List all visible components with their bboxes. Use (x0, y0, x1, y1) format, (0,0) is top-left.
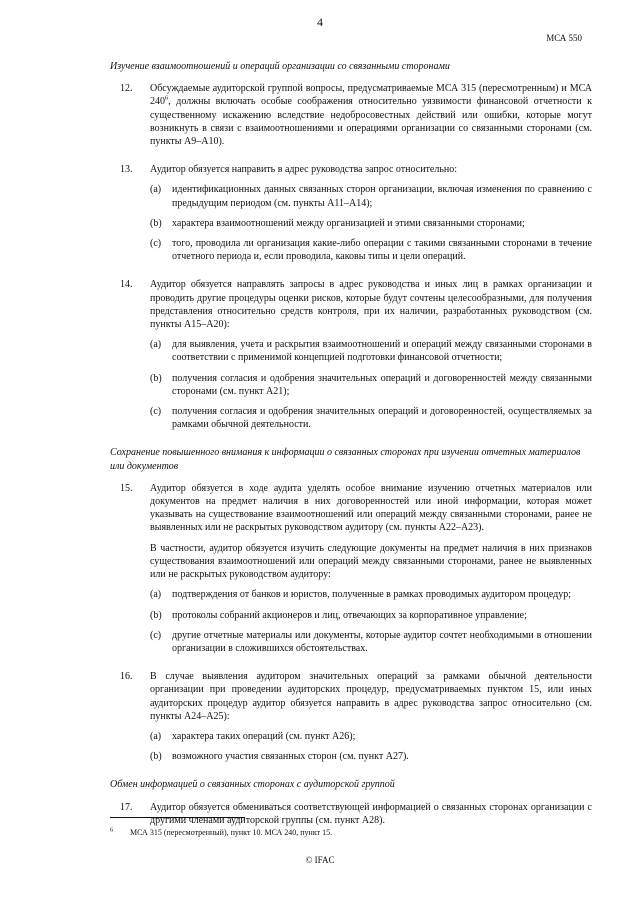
list-item-label: (c) (150, 238, 162, 250)
paragraph-text: Аудитор обязуется направить в адрес руководства запрос относительно: (150, 164, 458, 176)
list-item (150, 183, 592, 209)
paragraph-number: 12. (120, 83, 133, 95)
list-item-text: получения согласия и одобрения значительных операций и договоренностей, осуществляемых за рамками обычной деятельности. (172, 406, 592, 431)
list-item (150, 237, 592, 263)
page-number: 4 (317, 15, 323, 29)
section-heading: Обмен информацией о связанных сторонах с аудиторской группой (110, 779, 395, 791)
footnote-text: МСА 315 (пересмотренный), пункт 10. МСА 240, пункт 15. (130, 828, 333, 837)
list-item-label: (b) (150, 372, 162, 384)
footnote-reference[interactable]: 6 (165, 95, 169, 103)
paragraph-text: Аудитор обязуется обмениваться соответствующей информацией о связанных сторонах организации с другими членами аудиторской группы (см. пункт А28). (150, 801, 592, 826)
footnote-divider (110, 817, 245, 818)
list-item-text: идентификационных данных связанных сторон организации, включая изменения по сравнению с предыдущим периодом (см. пункты А11–А14); (172, 184, 592, 209)
paragraph-text: В частности, аудитор обязуется изучить следующие документы на предмет наличия в них признаков существования взаимоотношений или операций между связанными сторонами, ранее не выявленных или не раскрытых руководством аудитору: (150, 542, 592, 581)
section-heading: Сохранение повышенного внимания к информации о связанных сторонах при изучении отчетных материалов или документов (110, 447, 581, 472)
paragraph-text: В случае выявления аудитором значительных операций за рамками обычной деятельности организации при проведении аудиторских процедур, предусматриваемых пунктом 15, или иных аудиторских процедур аудитор обязуется направить в адрес руководства запрос относительно (см. пункты А24–А25): (150, 671, 592, 722)
paragraph-number: 13. (120, 164, 133, 176)
list-item-text: подтверждения от банков и юристов, полученные в рамках проводимых аудитором процедур; (172, 589, 571, 601)
paragraph-text: Обсуждаемые аудиторской группой вопросы, предусматриваемые МСА 315 (пересмотренным) и МСА $240^6$, должны включать особые соображения относительно уязвимости финансовой отчетности к существенному искажению вследствие недобросовестных действий или ошибки, которые могут возникнуть в связи с взаимоотношениями и операциями организации со связанными сторонами (см. пункты А9–А10). (150, 83, 592, 148)
list-item (150, 405, 592, 431)
list-item-label: (a) (150, 589, 162, 601)
list-item-label: (a) (150, 184, 162, 196)
list-item-text: возможного участия связанных сторон (см. пункт А27). (172, 751, 409, 763)
section-heading: Изучение взаимоотношений и операций организации со связанными сторонами (110, 61, 450, 72)
list-item-label: (c) (150, 406, 162, 418)
paragraph-number: 14. (120, 279, 133, 291)
list-item (150, 750, 592, 763)
list-item-text: другие отчетные материалы или документы, которые аудитор сочтет необходимыми в отношении организации в сложившихся обстоятельствах. (172, 629, 592, 654)
list-item-text: получения согласия и одобрения значительных операций и договоренностей между связанными сторонами (см. пункт А21); (172, 372, 592, 397)
list-item (150, 629, 592, 655)
section (110, 778, 592, 834)
list-item-text: для выявления, учета и раскрытия взаимоотношений и операций между связанными сторонами в соответствии с применимой концепцией подготовки финансовой отчетности; (172, 339, 592, 364)
document-code: МСА 550 (546, 33, 582, 43)
paragraph-12 (110, 82, 592, 155)
paragraph-14 (110, 278, 592, 438)
list-item-label: (b) (150, 609, 162, 621)
list-item-label: (a) (150, 730, 162, 742)
list-item-text: характера таких операций (см. пункт А26); (172, 730, 356, 742)
section (110, 446, 592, 770)
list-item (150, 588, 592, 601)
paragraph-number: 17. (120, 801, 133, 813)
paragraph-number: 15. (120, 482, 133, 494)
paragraph-15 (110, 482, 592, 662)
section (110, 60, 592, 438)
copyright-notice: © IFAC (305, 855, 335, 865)
list-item-label: (a) (150, 339, 162, 351)
footnote-mark: 6 (110, 826, 114, 834)
list-item-label: (c) (150, 629, 162, 641)
list-item-text: характера взаимоотношений между организацией и этими связанными сторонами; (172, 217, 525, 229)
list-item-label: (b) (150, 751, 162, 763)
list-item (150, 338, 592, 364)
paragraph-number: 16. (120, 671, 133, 683)
list-item (150, 217, 592, 230)
list-item (150, 372, 592, 398)
paragraph-text: Аудитор обязуется направлять запросы в адрес руководства и иных лиц в рамках организации и проводить другие процедуры оценки рисков, которые будут сочтены целесообразными, для получения представления относительно средств контроля, при их наличии, разработанных руководством (см. пункты А15–А20): (150, 279, 592, 331)
list-item (150, 609, 592, 622)
list-item (150, 730, 592, 743)
document-body (110, 60, 592, 842)
footnote (110, 828, 592, 837)
list-item-text: того, проводила ли организация какие-либо операции с такими связанными сторонами в течение отчетного периода и, если проводила, каковы типы и цели операций. (172, 238, 592, 263)
paragraph-16 (110, 670, 592, 770)
paragraph-13 (110, 163, 592, 270)
list-item-label: (b) (150, 217, 162, 229)
paragraph-text: Аудитор обязуется в ходе аудита уделять особое внимание изучению отчетных материалов или документов на предмет наличия в них договоренностей или иной информации, которая может указывать на существование взаимоотношений или операций между связанными сторонами, ранее не выявленных или не раскрытых руководством аудитору (см. пункты А22–А23). (150, 482, 592, 534)
list-item-text: протоколы собраний акционеров и лиц, отвечающих за корпоративное управление; (172, 609, 527, 621)
